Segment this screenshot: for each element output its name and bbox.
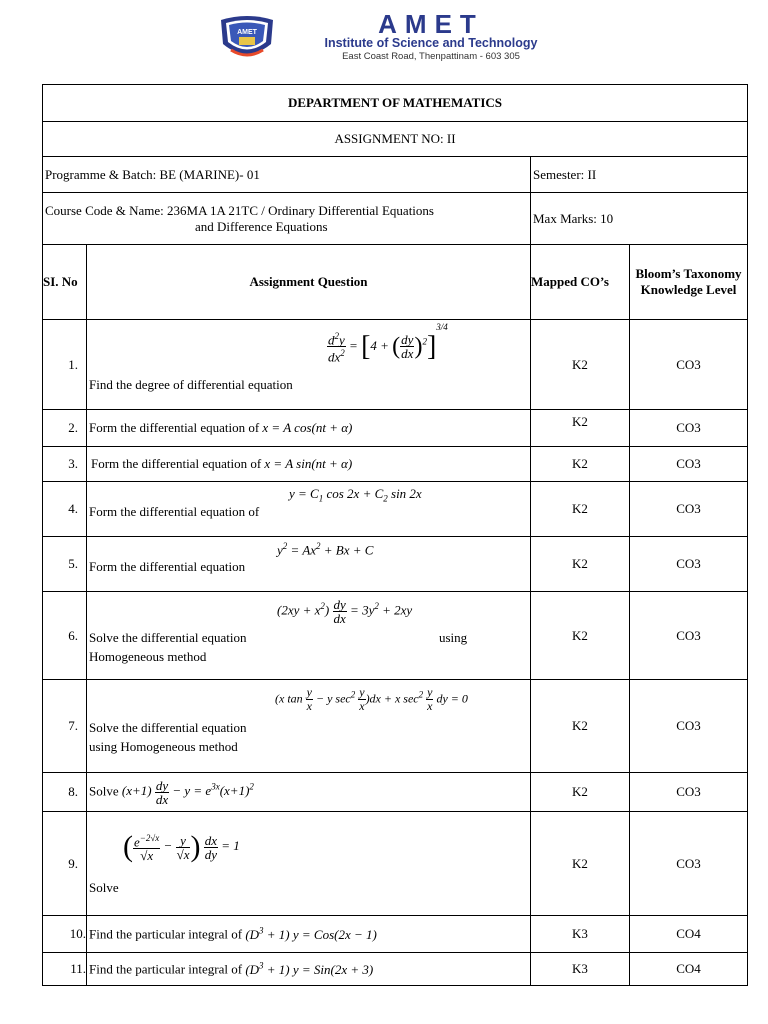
assignment-table <box>42 84 748 986</box>
bloom-level: CO3 <box>630 447 748 482</box>
equation: $y^2 = Ax^2 + Bx + C$ <box>277 541 374 558</box>
table-row <box>43 680 748 773</box>
row-number: 11. <box>43 953 87 986</box>
equation: $(2xy + x^2)$ $\frac{dy}{dx}$ = $3y^2 + 2xy$ <box>277 597 413 626</box>
equation: (x+1) $\frac{dy}{dx}$ − $y = e^{3x}(x+1)^2$ <box>121 777 254 807</box>
question-cell <box>87 482 531 537</box>
max-marks: Max Marks: 10 <box>531 193 748 245</box>
question-cell <box>87 592 531 680</box>
bloom-level: CO3 <box>630 592 748 680</box>
table-row <box>43 916 748 953</box>
question-cell <box>87 447 531 482</box>
mapped-co: K2 <box>531 773 630 812</box>
question-text: Solve <box>89 880 119 895</box>
equation: $(D^3 + 1) y = Sin(2x + 3)$ <box>245 960 374 977</box>
equation: (x tan $\frac{y}{x}$ − y $\sec^2$ $\frac{y}{x}$ )dx + x $\sec^2$ $\frac{y}{x}$ dy = 0 <box>275 685 468 713</box>
question-text: Find the degree of differential equation <box>89 377 293 392</box>
question-text: Homogeneous method <box>89 649 207 664</box>
table-row <box>43 447 748 482</box>
question-text: using <box>439 630 468 645</box>
brand-address: East Coast Road, Thenpattinam - 603 305 <box>342 51 520 62</box>
table-row <box>43 592 748 680</box>
assignment-number: ASSIGNMENT NO: II <box>43 122 748 157</box>
mapped-co: K2 <box>531 812 630 916</box>
question-text: Find the particular integral of <box>89 961 243 977</box>
brand-name: AMET <box>378 9 484 39</box>
mapped-co: K2 <box>531 410 630 447</box>
row-number: 4. <box>43 482 87 537</box>
table-row <box>43 482 748 537</box>
question-cell <box>87 320 531 410</box>
table-row <box>43 812 748 916</box>
question-cell <box>87 680 531 773</box>
bloom-level: CO3 <box>630 773 748 812</box>
row-number: 8. <box>43 773 87 812</box>
svg-text:AMET: AMET <box>237 29 257 36</box>
brand-block <box>286 9 576 63</box>
question-cell <box>87 773 531 812</box>
course-code-name <box>43 193 531 245</box>
row-number: 10. <box>43 916 87 953</box>
col-header-mapped: Mapped CO’s <box>531 245 630 320</box>
row-number: 2. <box>43 410 87 447</box>
brand-subtitle: Institute of Science and Technology <box>324 36 538 50</box>
question-cell <box>87 537 531 592</box>
row-number: 1. <box>43 320 87 410</box>
question-text: Form the differential equation of <box>89 504 260 519</box>
equation: ( $\frac{e^{-2√x}}{√x}$ − $\frac{y}{√x}$ ) $\frac{dx}{dy}$ = 1 <box>123 830 240 864</box>
row-number: 9. <box>43 812 87 916</box>
bloom-level: CO3 <box>630 680 748 773</box>
bloom-level: CO3 <box>630 812 748 916</box>
semester: Semester: II <box>531 157 748 193</box>
institute-seal-icon <box>217 14 277 62</box>
question-text: Find the particular integral of <box>89 926 243 942</box>
table-row <box>43 537 748 592</box>
table-row <box>43 953 748 986</box>
question-text: Form the differential equation of <box>91 456 262 471</box>
question-text: using Homogeneous method <box>89 739 238 754</box>
mapped-co: K2 <box>531 592 630 680</box>
bloom-level: CO3 <box>630 410 748 447</box>
question-cell <box>87 953 531 986</box>
equation: $(D^3 + 1) y = Cos(2x - 1)$ <box>245 925 377 942</box>
row-number: 3. <box>43 447 87 482</box>
question-text: Form the differential equation of <box>89 420 260 435</box>
question-text: Solve the differential equation <box>89 720 247 735</box>
row-number: 5. <box>43 537 87 592</box>
equation: x = A sin(nt + α) <box>264 456 353 471</box>
course-line-1: Course Code & Name: 236MA 1A 21TC / Ordinary Differential Equations <box>45 202 434 218</box>
table-row <box>43 410 748 447</box>
equation: $\frac{d^2y}{dx^2}$ = [4 + ( $\frac{dy}{dx}$ )$^2$]$^{3/4}$ <box>328 322 448 365</box>
equation: x = A cos(nt + α) <box>262 420 353 435</box>
bloom-level: CO3 <box>630 320 748 410</box>
bloom-level: CO3 <box>630 482 748 537</box>
department-title: DEPARTMENT OF MATHEMATICS <box>43 85 748 122</box>
question-text: Solve <box>89 782 119 798</box>
equation: $y = C_1$ $\cos 2x + C_2$ sin 2x <box>289 486 422 504</box>
row-number: 6. <box>43 592 87 680</box>
bloom-level: CO4 <box>630 916 748 953</box>
question-cell <box>87 916 531 953</box>
col-header-sl: SI. No <box>43 245 87 320</box>
mapped-co: K2 <box>531 482 630 537</box>
course-line-2: and Difference Equations <box>195 218 328 234</box>
table-row <box>43 320 748 410</box>
col-header-bloom: Bloom’s Taxonomy Knowledge Level <box>630 245 748 320</box>
question-cell <box>87 812 531 916</box>
col-header-question: Assignment Question <box>87 245 531 320</box>
mapped-co: K2 <box>531 320 630 410</box>
table-row <box>43 773 748 812</box>
bloom-level: CO3 <box>630 537 748 592</box>
mapped-co: K3 <box>531 916 630 953</box>
programme-batch: Programme & Batch: BE (MARINE)- 01 <box>43 157 531 193</box>
mapped-co: K3 <box>531 953 630 986</box>
row-number: 7. <box>43 680 87 773</box>
letterhead <box>0 0 768 78</box>
bloom-level: CO4 <box>630 953 748 986</box>
question-text: Solve the differential equation <box>89 630 247 645</box>
question-cell <box>87 410 531 447</box>
mapped-co: K2 <box>531 447 630 482</box>
mapped-co: K2 <box>531 680 630 773</box>
question-text: Form the differential equation <box>89 559 246 574</box>
mapped-co: K2 <box>531 537 630 592</box>
